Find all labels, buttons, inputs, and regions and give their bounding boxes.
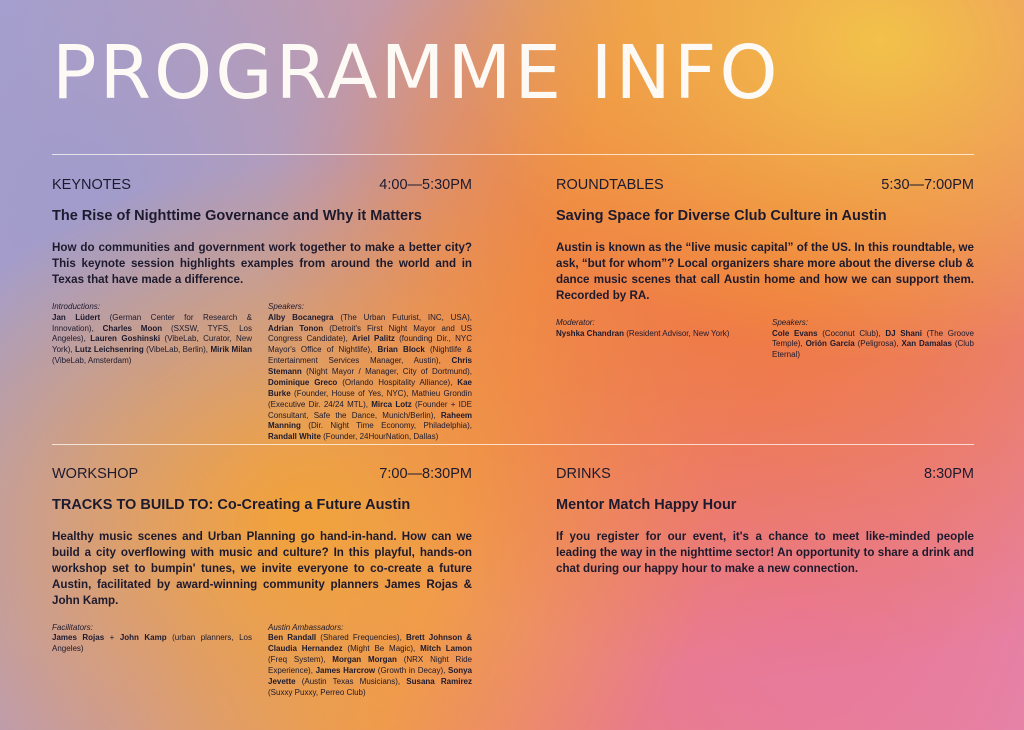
speakers-label: Speakers: — [268, 301, 305, 311]
credit-role: (Peligrosa) — [857, 339, 897, 349]
credit-name: Sonya Jevette — [268, 666, 472, 686]
credit-role: (Might Be Magic) — [347, 644, 414, 654]
credit-role: + — [109, 633, 115, 643]
credit-name: Nyshka Chandran — [556, 328, 625, 338]
drinks-time: 8:30PM — [924, 466, 974, 482]
workshop-time: 7:00—8:30PM — [379, 466, 472, 482]
keynotes-section — [52, 177, 473, 442]
credit-name: Lutz Leichsenring — [75, 345, 144, 355]
credit-name: Jan Lüdert — [52, 312, 101, 322]
credit-role: (founding Dir., NYC Mayor's Office of Nightlife) — [268, 334, 472, 355]
roundtables-speakers — [772, 318, 974, 362]
credit-name: Charles Moon — [102, 323, 163, 333]
page-title: PROGRAMME INFO — [52, 30, 781, 116]
credit-name: Xan Damalas — [901, 339, 952, 349]
ambassadors-list: Ben Randall (Shared Frequencies), Brett Johnson & Claudia Hernandez (Might Be Magic), Mitch Lamon (Freq System), Morgan Morgan (NRX Night Ride Experience), James Harcrow (Growth in Decay), Sonya Jevette (Austin Texas Musicians), Susana Ramirez (Suxxy Puxxy, Perreo Club) — [268, 633, 473, 697]
credit-role: (Orlando Hospitality Alliance) — [342, 377, 451, 387]
credit-name: Kae Burke — [268, 377, 472, 398]
credit-role: (Suxxy Puxxy, Perreo Club) — [268, 687, 366, 697]
introductions-label: Introductions: — [52, 301, 101, 311]
credit-name: Lauren Goshinski — [90, 334, 161, 344]
credit-role: (German Center for Research & Innovation) — [52, 312, 253, 333]
keynotes-speakers — [268, 302, 472, 443]
credit-role: Mathieu Grondin (Executive Dir. 24/24 MTL) — [268, 388, 472, 409]
keynotes-introductions — [52, 302, 252, 367]
workshop-section — [52, 466, 472, 703]
drinks-event-title: Mentor Match Happy Hour — [556, 497, 737, 513]
credit-name: Dominique Greco — [268, 377, 338, 387]
section-divider — [52, 444, 974, 445]
credit-name: Cole Evans — [772, 328, 818, 338]
credit-name: Brett Johnson & Claudia Hernandez — [268, 633, 472, 654]
credit-name: Mirca Lotz — [371, 399, 412, 409]
credit-name: Randall White — [268, 432, 321, 442]
credit-role: (The Groove Temple) — [772, 328, 974, 349]
roundtables-section — [556, 177, 974, 368]
credit-name: John Kamp — [119, 633, 167, 643]
moderator-list — [556, 329, 729, 338]
credit-role: (Founder, House of Yes, NYC) — [294, 388, 407, 398]
credit-name: Adrian Tonon — [268, 323, 324, 333]
credit-name: Mitch Lamon — [420, 644, 472, 654]
credit-role: (NRX Night Ride Experience) — [268, 655, 472, 675]
credit-name: James Harcrow — [315, 666, 376, 675]
credit-name: DJ Shani — [885, 328, 922, 338]
credit-role: (Night Mayor / Manager, City of Dortmund) — [306, 367, 470, 376]
introductions-list: Jan Lüdert (German Center for Research & Innovation), Charles Moon (SXSW, TYFS, Los Angeles), Lauren Goshinski (VibeLab, Curator, New York), Lutz Leichsenring (VibeLab, Berlin), Mirik Milan (VibeLab, Amsterdam) — [52, 312, 253, 366]
credit-role: (Austin Texas Musicians) — [301, 676, 398, 686]
credit-role: (VibeLab, Amsterdam) — [52, 356, 132, 366]
credit-name: James Rojas — [52, 633, 105, 643]
drinks-description: If you register for our event, it's a chance to meet like-minded people leading the way in the nighttime sector! An opportunity to share a drink and chat during our happy hour to make a new connection. — [556, 530, 974, 575]
credit-role: (Resident Advisor, New York) — [626, 328, 730, 338]
credit-role: (Coconut Club) — [822, 328, 879, 338]
facilitators-label: Facilitators: — [52, 622, 93, 632]
credit-role: (SXSW, TYFS, Los Angeles) — [52, 323, 252, 344]
credit-name: Ariel Palitz — [352, 334, 395, 344]
credit-role: (The Urban Futurist, INC, USA) — [340, 312, 470, 322]
speakers-label: Speakers: — [772, 317, 809, 327]
credit-role: (VibeLab, Curator, New York) — [52, 334, 252, 355]
credit-name: Morgan Morgan — [332, 655, 397, 665]
speakers-list: Alby Bocanegra (The Urban Futurist, INC, USA), Adrian Tonon (Detroit's First Night Mayor and US Congress Candidate), Ariel Palitz (founding Dir., NYC Mayor's Office of Nightlife), Brian Block (Nightlife & Entertainment Services Manager, Austin), Chris Stemann (Night Mayor / Manager, City of Dortmund), Dominique Greco (Orlando Hospitality Alliance), Kae Burke (Founder, House of Yes, NYC), Mathieu Grondin (Executive Dir. 24/24 MTL), Mirca Lotz (Founder + IDE Consultant, Safe the Dance, Munich/Berlin), Raheem Manning (Dir. Night Time Economy, Philadelphia), Randall White (Founder, 24HourNation, Dallas) — [268, 312, 473, 442]
workshop-description: Healthy music scenes and Urban Planning go hand-in-hand. How can we build a city overflowing with music and culture? In this playful, hands-on workshop set to bumpin' tunes, we invite everyone to co-create a future Austin, facilitated by award-winning community planners James Rojas & John Kamp. — [52, 530, 472, 607]
roundtables-time: 5:30—7:00PM — [881, 177, 974, 193]
title-divider — [52, 154, 974, 155]
credit-name: Brian Block — [377, 345, 425, 355]
keynotes-category: KEYNOTES — [52, 177, 131, 193]
credit-role: (Dir. Night Time Economy, Philadelphia) — [308, 421, 470, 431]
credit-role: (Shared Frequencies) — [320, 633, 400, 643]
credit-name: Ben Randall — [268, 633, 317, 643]
drinks-section — [556, 466, 974, 577]
credit-name: Susana Ramirez — [406, 676, 473, 686]
credit-role: (Founder + IDE Consultant, Safe the Dance, Munich/Berlin) — [268, 399, 472, 420]
credit-role: (VibeLab, Berlin) — [146, 345, 206, 355]
workshop-facilitators — [52, 623, 252, 656]
credit-name: Alby Bocanegra — [268, 312, 334, 322]
workshop-ambassadors — [268, 623, 472, 699]
credit-role: (Founder, 24HourNation, Dallas) — [323, 432, 439, 442]
credit-name: Orión García — [805, 339, 855, 349]
facilitators-list — [52, 633, 252, 653]
credit-name: Raheem Manning — [268, 410, 472, 431]
ambassadors-label: Austin Ambassadors: — [268, 622, 344, 632]
credit-role: (Growth in Decay) — [377, 666, 444, 675]
credit-role: (Club Eternal) — [772, 339, 974, 360]
credit-role: (Detroit's First Night Mayor and US Congress Candidate) — [268, 323, 472, 344]
workshop-event-title: TRACKS TO BUILD TO: Co-Creating a Future Austin — [52, 497, 411, 513]
credit-role: (urban planners, Los Angeles) — [52, 633, 252, 654]
keynotes-time: 4:00—5:30PM — [379, 177, 472, 193]
speakers-list: Cole Evans (Coconut Club), DJ Shani (The Groove Temple), Orión García (Peligrosa), Xan Damalas (Club Eternal) — [772, 328, 974, 360]
credit-name: Chris Stemann — [268, 356, 472, 376]
keynotes-description: How do communities and government work together to make a better city? This keynote session highlights examples from around the world and in Texas that have made a difference. — [52, 241, 472, 286]
roundtables-category: ROUNDTABLES — [556, 177, 664, 193]
workshop-category: WORKSHOP — [52, 466, 139, 482]
roundtables-event-title: Saving Space for Diverse Club Culture in Austin — [556, 208, 887, 224]
credit-role: (Nightlife & Entertainment Services Manager, Austin) — [268, 345, 472, 366]
keynotes-event-title: The Rise of Nighttime Governance and Why it Matters — [52, 208, 422, 224]
credit-role: (Freq System) — [268, 655, 324, 665]
roundtables-moderator — [556, 318, 756, 340]
drinks-category: DRINKS — [556, 466, 611, 482]
credit-name: Mirik Milan — [210, 345, 252, 355]
moderator-label: Moderator: — [556, 317, 595, 327]
roundtables-description: Austin is known as the “live music capital” of the US. In this roundtable, we ask, “but for whom”? Local organizers share more about the diverse club & dance music scenes that call Austin home and how we can support them. Recorded by RA. — [556, 241, 974, 302]
